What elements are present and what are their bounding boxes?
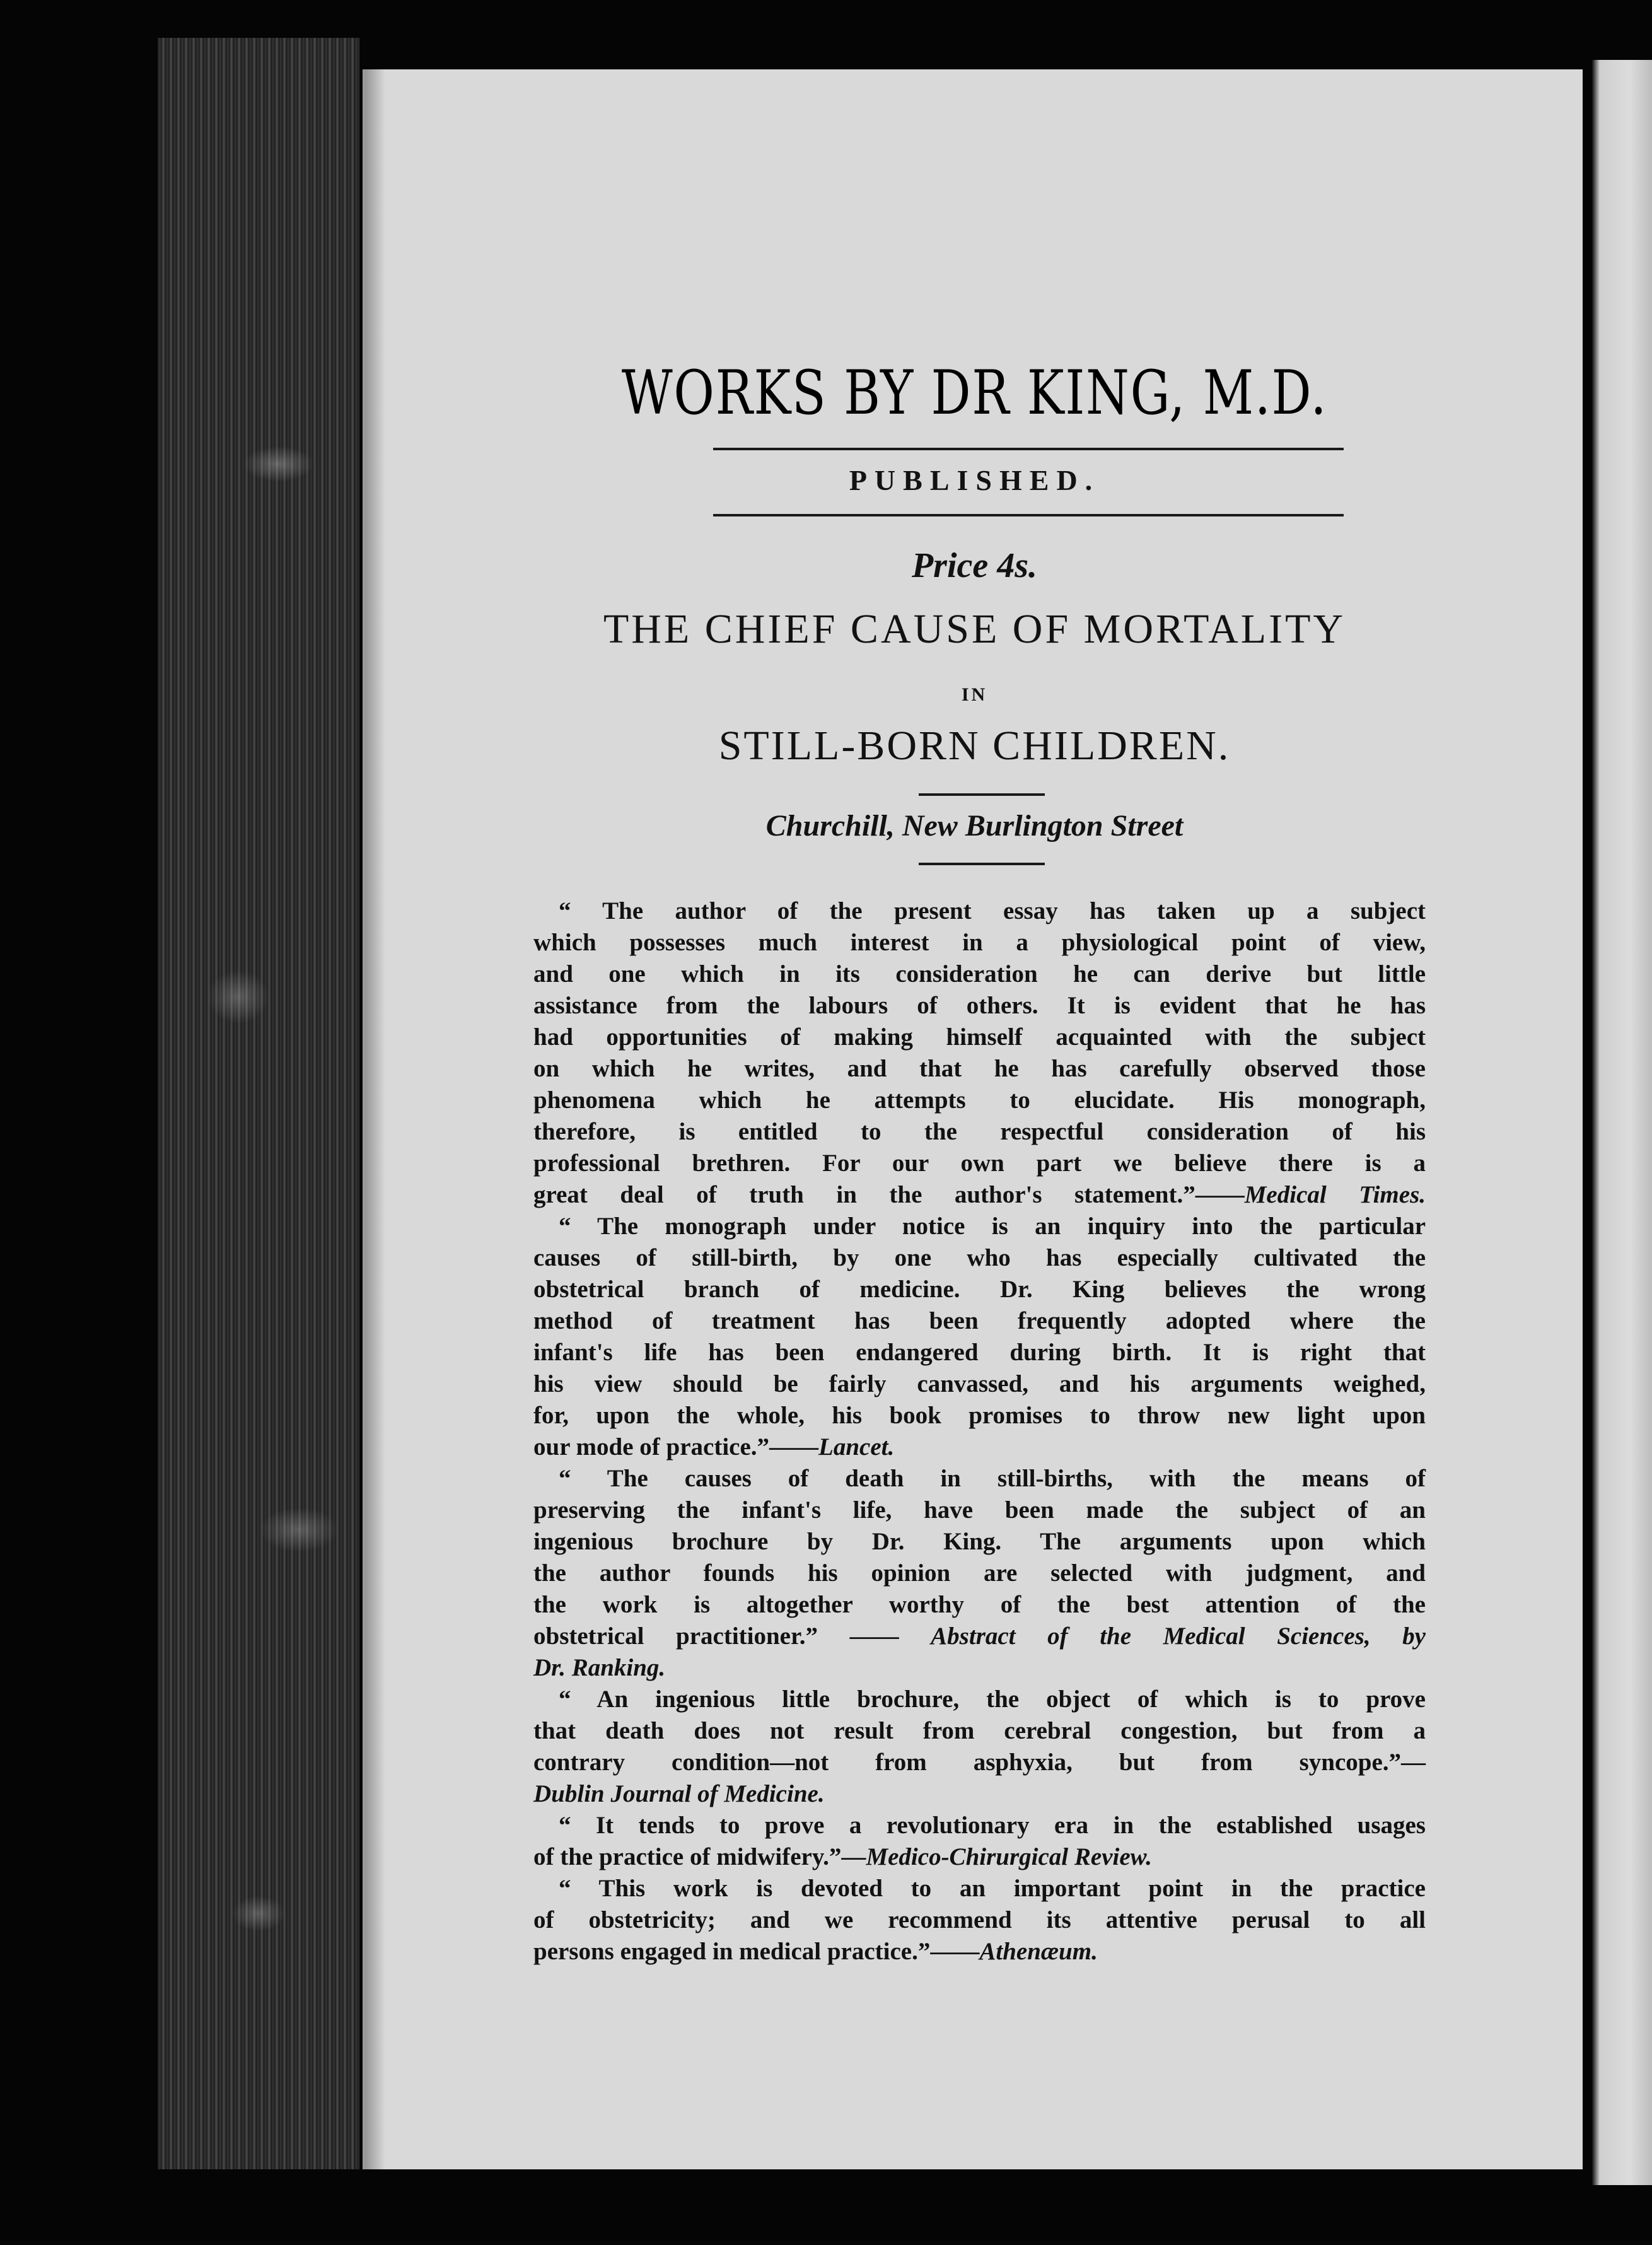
- review-text: “ The monograph under notice is an inquiry into the particular: [559, 1213, 1426, 1240]
- review-line: [533, 1715, 1426, 1747]
- review-line: [533, 1526, 1426, 1558]
- review-citation: Dr. Ranking.: [533, 1654, 666, 1681]
- book-edge: [158, 38, 359, 2169]
- review-text: “ The author of the present essay has taken up a subject: [559, 897, 1426, 924]
- review-text: therefore, is entitled to the respectful consideration of his: [533, 1118, 1426, 1145]
- review-text: causes of still-birth, by one who has especially cultivated the: [533, 1244, 1426, 1271]
- publisher-line: Churchill, New Burlington Street: [765, 809, 1184, 843]
- review-citation: Lancet.: [818, 1433, 895, 1461]
- review-line: [533, 1085, 1426, 1116]
- review-text: contrary condition—not from asphyxia, but from syncope.”—: [533, 1749, 1426, 1776]
- review-text: great deal of truth in the author's statement.”——: [533, 1181, 1245, 1208]
- review-text: ingenious brochure by Dr. King. The arguments upon which: [533, 1528, 1426, 1555]
- review-line: [533, 1305, 1426, 1337]
- review-line: [533, 1558, 1426, 1589]
- review-line: [559, 895, 1426, 927]
- review-text: of the practice of midwifery.”—: [533, 1843, 866, 1870]
- review-text: his view should be fairly canvassed, and his arguments weighed,: [533, 1370, 1426, 1397]
- review-line: [559, 1463, 1426, 1495]
- review-citation: Medico-Chirurgical Review.: [866, 1843, 1152, 1870]
- status-heading: PUBLISHED.: [849, 464, 1100, 496]
- review-text: of obstetricity; and we recommend its attentive perusal to all: [533, 1906, 1426, 1933]
- review-text: the author founds his opinion are selected with judgment, and: [533, 1560, 1426, 1587]
- review-line: [533, 1053, 1426, 1085]
- review-citation: Athenæum.: [979, 1938, 1098, 1965]
- review-line: [533, 927, 1426, 959]
- review-text: obstetrical branch of medicine. Dr. King believes the wrong: [533, 1276, 1426, 1303]
- title-rule-top: [713, 448, 1344, 450]
- review-line: [533, 1747, 1426, 1778]
- review-citation: Dublin Journal of Medicine.: [533, 1780, 825, 1807]
- review-text: which possesses much interest in a physiological point of view,: [533, 929, 1426, 956]
- review-line: [533, 1400, 1426, 1432]
- review-text: assistance from the labours of others. It is evident that he has: [533, 992, 1426, 1019]
- review-line: [533, 1778, 1426, 1810]
- review-text: obstetrical practitioner.” ——: [533, 1623, 931, 1650]
- review-line: [533, 1368, 1426, 1400]
- page-title: WORKS BY DR KING, M.D.: [621, 358, 1328, 428]
- review-text: “ This work is devoted to an important point in the practice: [559, 1875, 1426, 1902]
- review-text: had opportunities of making himself acquainted with the subject: [533, 1023, 1426, 1051]
- review-line: [533, 1274, 1426, 1305]
- review-line: [533, 1936, 1426, 1968]
- review-line: [533, 1179, 1426, 1211]
- review-line: [533, 1495, 1426, 1526]
- publisher-rule-top: [919, 793, 1045, 796]
- review-text: “ The causes of death in still-births, with the means of: [559, 1465, 1426, 1492]
- review-line: [559, 1211, 1426, 1242]
- review-text: on which he writes, and that he has carefully observed those: [533, 1055, 1426, 1082]
- review-line: [533, 990, 1426, 1022]
- review-line: [533, 1116, 1426, 1148]
- review-line: [559, 1684, 1426, 1715]
- review-line: [533, 1904, 1426, 1936]
- review-text: infant's life has been endangered during birth. It is right that: [533, 1339, 1426, 1366]
- review-line: [533, 1589, 1426, 1621]
- review-text: that death does not result from cerebral congestion, but from a: [533, 1717, 1426, 1744]
- review-text: phenomena which he attempts to elucidate. His monograph,: [533, 1087, 1426, 1114]
- review-line: [559, 1873, 1426, 1904]
- review-text: for, upon the whole, his book promises to throw new light upon: [533, 1402, 1426, 1429]
- review-line: [533, 1432, 1426, 1463]
- review-text: “ It tends to prove a revolutionary era in the established usages: [559, 1812, 1426, 1839]
- publisher-rule-bottom: [919, 863, 1045, 865]
- review-citation: Medical Times.: [1244, 1181, 1426, 1208]
- review-text: our mode of practice.”——: [533, 1433, 819, 1461]
- review-line: [559, 1810, 1426, 1841]
- review-line: [533, 1242, 1426, 1274]
- review-line: [533, 1022, 1426, 1053]
- review-text: preserving the infant's life, have been made the subject of an: [533, 1496, 1426, 1524]
- review-text: persons engaged in medical practice.”——: [533, 1938, 980, 1965]
- review-text: the work is altogether worthy of the best attention of the: [533, 1591, 1426, 1618]
- work-title-line-1: THE CHIEF CAUSE OF MORTALITY: [603, 606, 1346, 652]
- review-line: [533, 1652, 1426, 1684]
- title-rule-bottom: [713, 514, 1344, 516]
- review-text: professional brethren. For our own part we believe there is a: [533, 1150, 1426, 1177]
- work-title-line-3: STILL-BORN CHILDREN.: [718, 723, 1231, 769]
- adjacent-page-edge: [1592, 60, 1652, 2185]
- work-title-line-2: IN: [961, 684, 988, 705]
- review-line: [533, 1841, 1426, 1873]
- review-line: [533, 1621, 1426, 1652]
- review-quotes: [533, 895, 1426, 2062]
- review-citation: Abstract of the Medical Sciences, by: [931, 1623, 1426, 1650]
- printed-page: [363, 69, 1583, 2169]
- price-label: Price 4s.: [911, 546, 1038, 585]
- review-line: [533, 1148, 1426, 1179]
- review-line: [533, 1337, 1426, 1368]
- review-text: and one which in its consideration he can derive but little: [533, 960, 1426, 988]
- review-line: [533, 959, 1426, 990]
- review-text: method of treatment has been frequently adopted where the: [533, 1307, 1426, 1334]
- review-text: “ An ingenious little brochure, the object of which is to prove: [559, 1686, 1426, 1713]
